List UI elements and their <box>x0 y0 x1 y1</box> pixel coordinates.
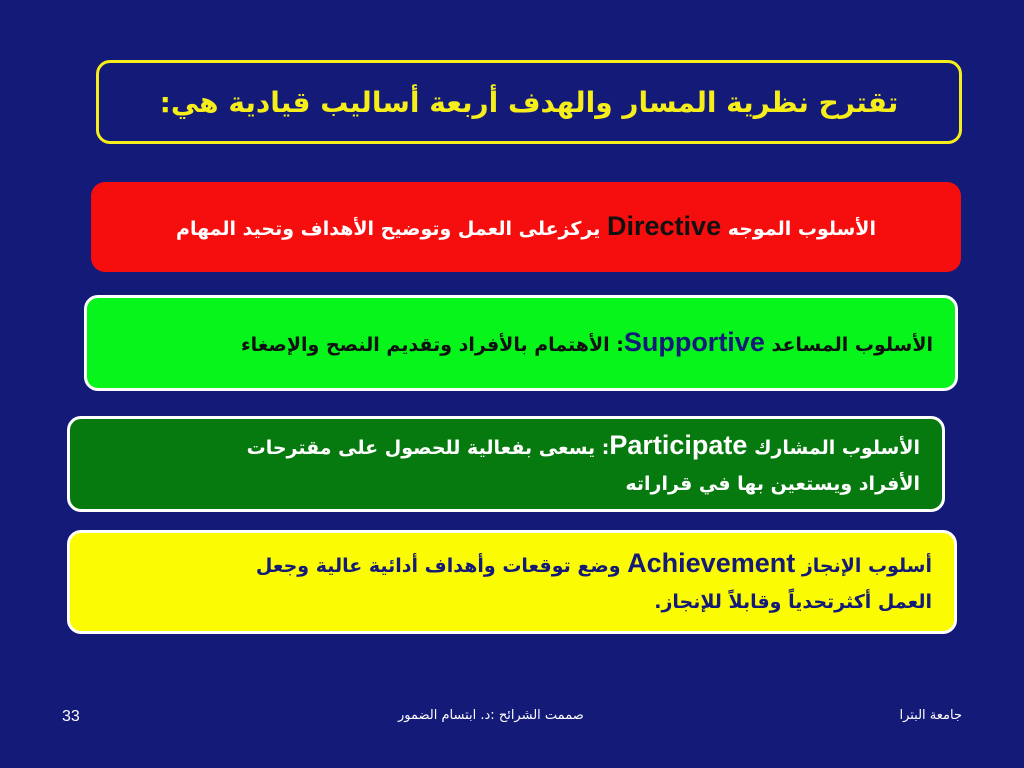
supportive-description: : الأهتمام بالأفراد وتقديم النصح والإصغاء <box>240 333 624 356</box>
achievement-label: أسلوب الإنجاز <box>801 554 932 577</box>
supportive-line <box>109 324 933 363</box>
participate-label: الأسلوب المشارك <box>754 436 920 459</box>
slide-title-box <box>96 60 962 144</box>
supportive-label: الأسلوب المساعد <box>771 333 933 356</box>
participate-description-1: : يسعى بفعالية للحصول على مقترحات <box>246 436 610 459</box>
directive-style-card <box>91 182 961 272</box>
achievement-line-1 <box>92 545 932 584</box>
participate-style-card <box>67 416 945 512</box>
footer-university: جامعة البترا <box>899 708 962 723</box>
participate-english-term: Participate <box>609 429 748 460</box>
footer-designer: صممت الشرائح :د. ابتسام الضمور <box>398 708 584 723</box>
directive-label: الأسلوب الموجه <box>727 217 876 240</box>
achievement-description-1: وضع توقعات وأهداف أدائية عالية وجعل <box>255 554 621 577</box>
slide-title: تقترح نظرية المسار والهدف أربعة أساليب قيادية هي: <box>159 85 899 119</box>
supportive-english-term: Supportive <box>623 326 765 357</box>
participate-line-2 <box>92 466 920 502</box>
participate-line-1 <box>92 427 920 466</box>
supportive-style-card <box>84 295 958 391</box>
achievement-line-2 <box>92 584 932 620</box>
achievement-english-term: Achievement <box>627 547 796 578</box>
directive-description: يركزعلى العمل وتوضيح الأهداف وتحيد المهام <box>176 217 601 240</box>
directive-english-term: Directive <box>607 210 722 241</box>
slide-page-number: 33 <box>62 708 80 725</box>
achievement-description-2: العمل أكثرتحدياً وقابلاً للإنجاز. <box>654 590 932 613</box>
achievement-style-card <box>67 530 957 634</box>
directive-line <box>113 208 939 247</box>
participate-description-2: الأفراد ويستعين بها في قراراته <box>625 472 920 495</box>
